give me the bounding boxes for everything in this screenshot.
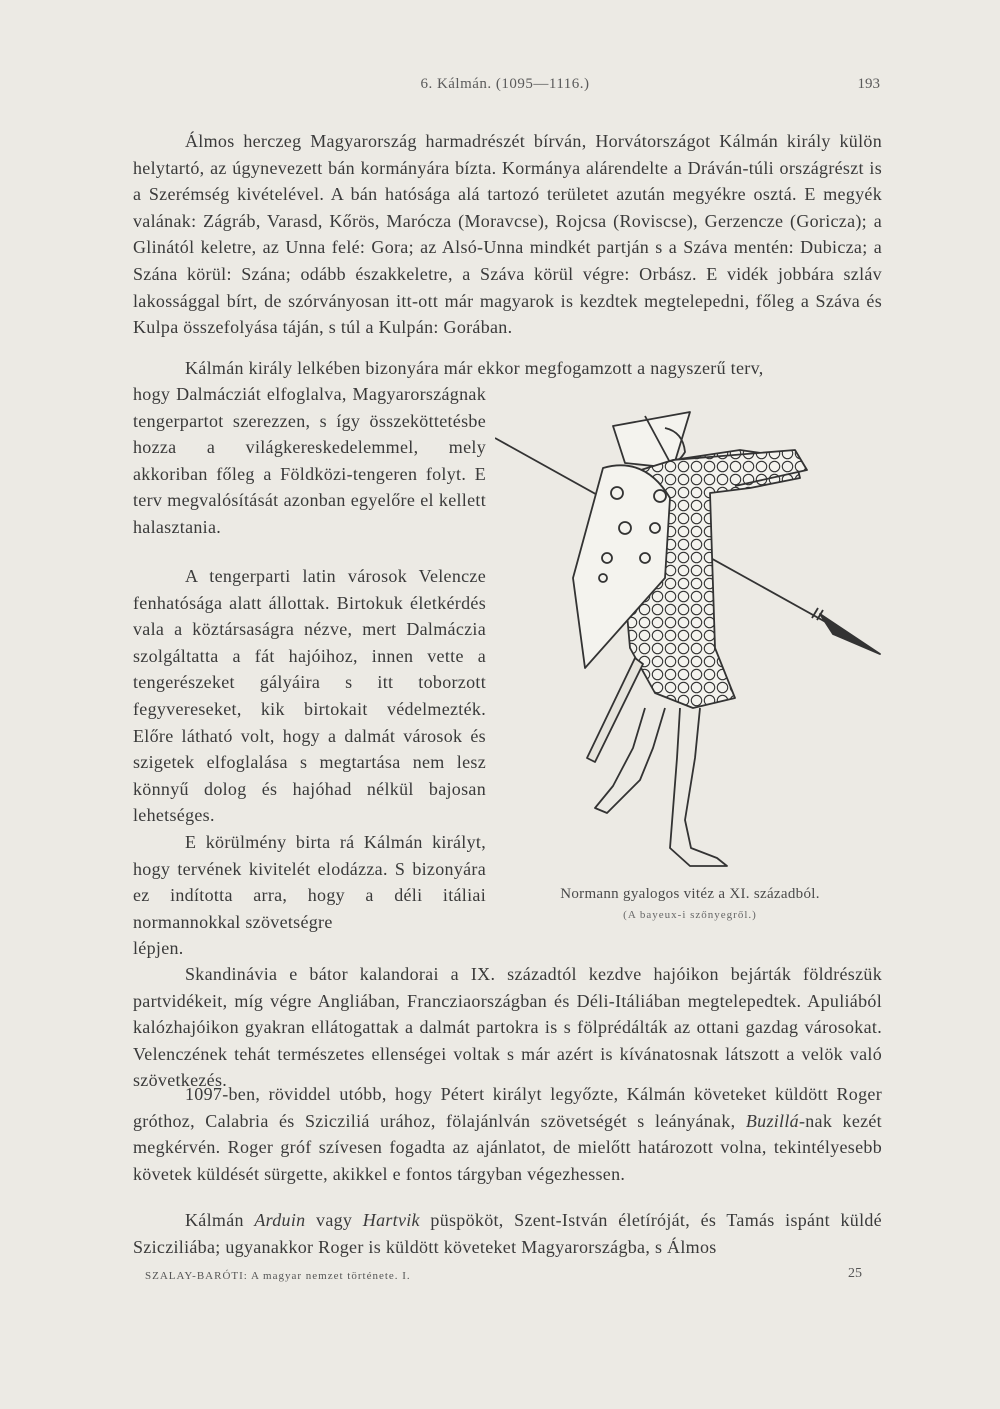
norman-soldier-icon (495, 408, 890, 888)
paragraph-3-text: A tengerparti latin városok Velencze fenhatósága alatt állottak. Birtokuk életkérdés vala a köztársaságra nézve, mert Dalmáczia szolgáltatta a fát hajóihoz, innen vette a tengerészeket gályáira s itt toborzott fegyvereseket, kik birtokait védelmezték. Előre látható volt, hogy a dalmát városok és szigetek elfoglalása s megtartása nem lesz könnyű dolog és hajóhad nélkül bajosan lehetséges. (133, 566, 486, 826)
paragraph-2-full (133, 355, 882, 382)
paragraph-5-text: Skandinávia e bátor kalandorai a IX. századtól kezdve hajóikon bejárták földrészük partvidékeit, míg végre Angliában, Francziaországban és Déli-Itáliában megtelepedtek. Apuliából kalózhajóikon gyakran ellátogattak a dalmát partokra is s fölprédálták az ottani gazdag városokat. Velenczének tehát természetes ellenségei voltak s már azért is kívánatosnak látszott a velök való szövetkezés. (133, 964, 882, 1091)
paragraph-2-first-line: Kálmán király lelkében bizonyára már ekkor megfogamzott a nagyszerű terv, (185, 358, 764, 378)
figure (495, 408, 890, 888)
page-header (130, 76, 880, 100)
paragraph-1-text: Álmos herczeg Magyarország harmadrészét bírván, Horvátországot Kálmán király külön helytartó, az úgynevezett bán kormányára bízta. Kormánya alárendelte a Dráván-túli országrészt is a Szerémség kivételével. A bán hatósága alá tartozó területet azután megyékre osztá. E megyék valának: Zágráb, Varasd, Kőrös, Marócza (Moravcse), Rojcsa (Roviscse), Gerzencze (Goricza); a Glinától keletre, az Unna felé: Gora; az Alsó-Unna mindkét partján s a Száva mentén: Dubicza; a Szána körül: Szána; odább északkeletre, a Száva körül végre: Orbász. E vidék jobbára szláv lakossággal bírt, de szórványosan itt-ott már magyarok is kezdtek megtelepedni, főleg a Száva és Kulpa összefolyása táján, s túl a Kulpán: Gorában. (133, 131, 882, 338)
paragraph-7-name-2: Hartvik (362, 1210, 420, 1230)
paragraph-2-text: hogy Dalmácziát elfoglalva, Magyarországnak tengerpartot szerezzen, s így összeköttetésbe hozza a világkereskedelemmel, mely akkoriban főleg a Földközi-tengeren folyt. E terv megvalósítását azonban egyelőre el kellett halasztania. (133, 384, 486, 537)
running-title: 6. Kálmán. (1095—1116.) (420, 76, 590, 92)
paragraph-7-text-b: vagy (316, 1210, 353, 1230)
paragraph-4-end (133, 935, 882, 962)
paragraph-7-name-1: Arduin (254, 1210, 306, 1230)
sheet-number: 25 (848, 1266, 862, 1281)
paragraph-4 (133, 829, 486, 935)
paragraph-1 (133, 128, 882, 341)
page-footer (130, 1266, 862, 1288)
figure-caption: Normann gyalogos vitéz a XI. századból. (560, 886, 820, 902)
paragraph-6-text-b: -nak kezét megkérvén. Roger gróf szívesen fogadta az ajánlatot, de mielőtt határozott volna, tekintélyesebb követek küldését sürgette, akikkel e fontos tárgyban végezhessen. (133, 1110, 882, 1184)
paragraph-4-text: E körülmény birta rá Kálmán királyt, hogy tervének kivitelét elodázza. S bizonyára ez indította arra, hogy a déli itáliai normannokkal szövetségre (133, 832, 486, 932)
paragraph-7-text-a: Kálmán (185, 1210, 244, 1230)
paragraph-7 (133, 1207, 882, 1260)
paragraph-6 (133, 1081, 882, 1187)
paragraph-4-end-text: lépjen. (133, 938, 184, 958)
paragraph-6-name: Buzillá (745, 1110, 799, 1131)
page-number: 193 (857, 76, 880, 92)
paragraph-2-narrow (133, 381, 486, 541)
signature-line: SZALAY-BARÓTI: A magyar nemzet története. I. (145, 1270, 411, 1282)
paragraph-3 (133, 563, 486, 829)
paragraph-7-text-c: püspököt, Szent-István életíróját, és Tamás ispánt küldé Szicziliába; ugyanakkor Roger is küldött követeket Magyarországba, s Álmos (133, 1210, 882, 1257)
paragraph-5 (133, 961, 882, 1094)
figure-subcaption: (A bayeux-i szőnyegről.) (623, 909, 757, 921)
paragraph-6-text-a: 1097-ben, röviddel utóbb, hogy Pétert királyt legyőzte, Kálmán követeket küldött Roger gróthoz, Calabria és Szicziliá urához, fölajánlván szövetségét s leányának, (133, 1084, 882, 1131)
